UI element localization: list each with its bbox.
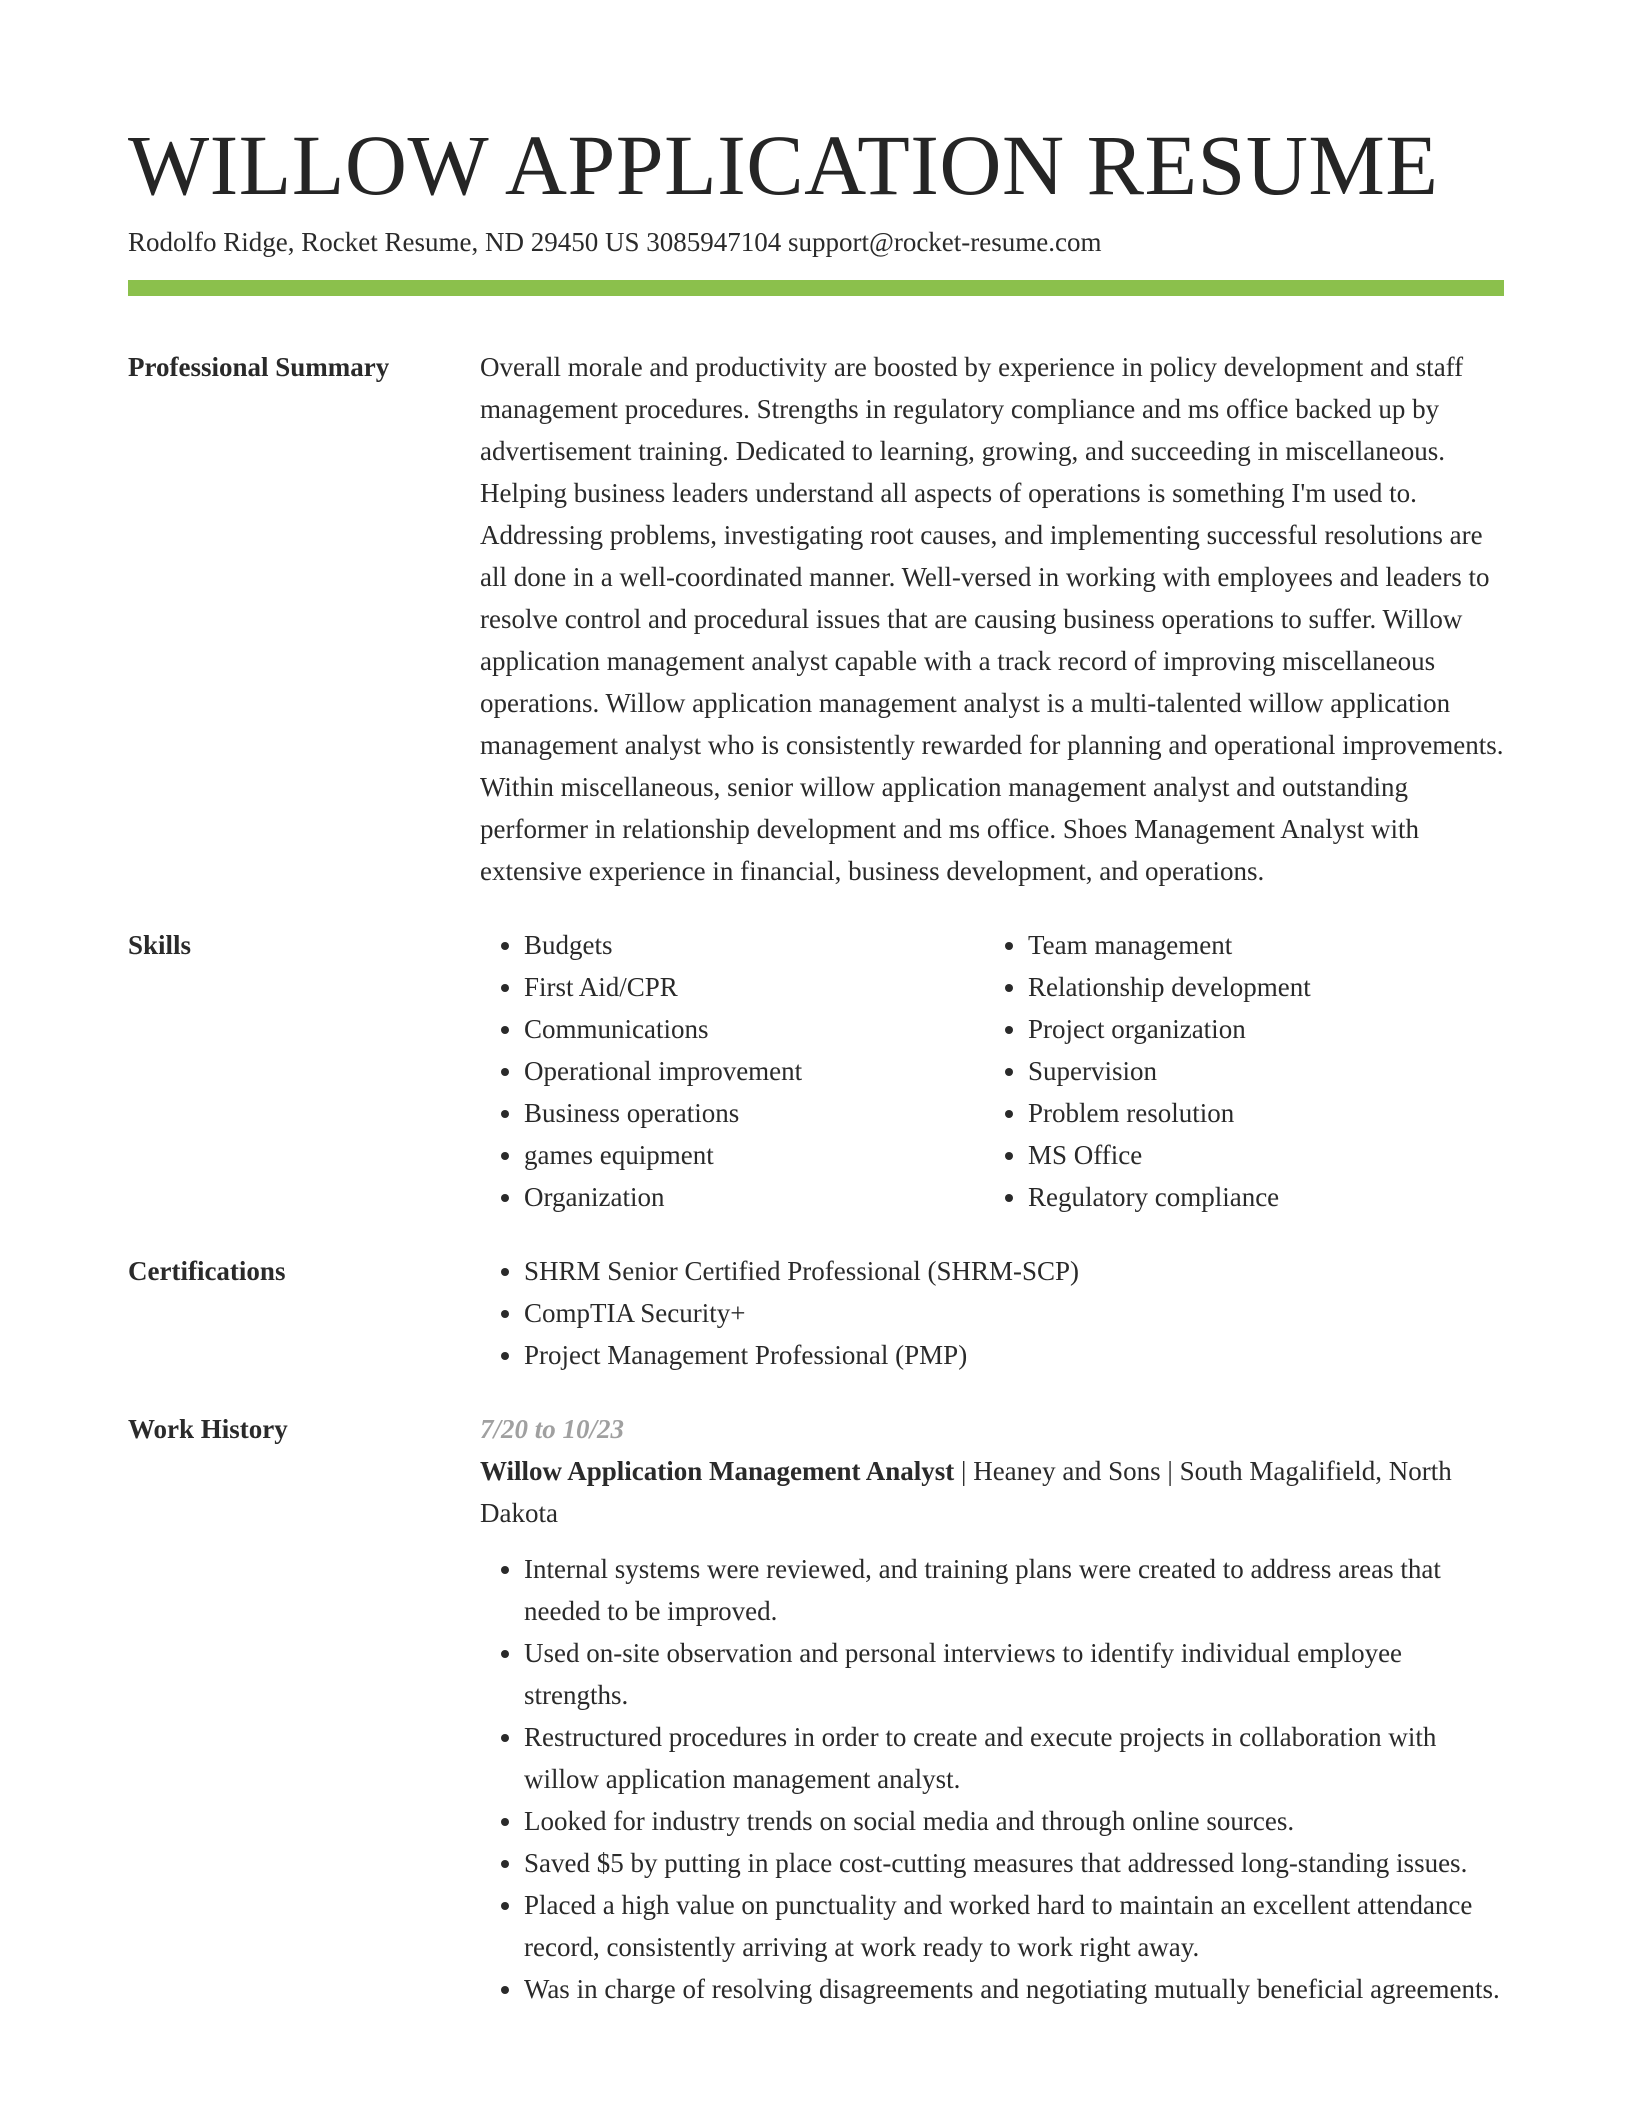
skill-item: • First Aid/CPR (524, 966, 984, 1008)
job-bullet: • Was in charge of resolving disagreements and negotiating mutually beneficial agreements. (524, 1968, 1504, 2010)
job-heading (480, 1450, 1504, 1534)
skill-item: • Business operations (524, 1092, 984, 1134)
job-bullet: • Looked for industry trends on social media and through online sources. (524, 1800, 1504, 1842)
skill-item: • Relationship development (1028, 966, 1488, 1008)
job-details: | Heaney and Sons | South Magalifield, North Dakota (480, 1455, 1452, 1528)
job-bullets (480, 1548, 1504, 2010)
certification-item: • CompTIA Security+ (524, 1292, 1504, 1334)
skills-section (128, 924, 1504, 1218)
skill-item: • games equipment (524, 1134, 984, 1176)
skill-item: • Team management (1028, 924, 1488, 966)
skills-list-right (984, 924, 1488, 1218)
skill-item: • MS Office (1028, 1134, 1488, 1176)
job-bullet: • Restructured procedures in order to create and execute projects in collaboration with willow application management analyst. (524, 1716, 1504, 1800)
job-dates: 7/20 to 10/23 (480, 1413, 625, 1444)
skills-list-left (480, 924, 984, 1218)
skill-item: • Operational improvement (524, 1050, 984, 1092)
job-bullet: • Placed a high value on punctuality and worked hard to maintain an excellent attendance record, consistently arriving at work ready to work right away. (524, 1884, 1504, 1968)
job-bullet: • Saved $5 by putting in place cost-cutting measures that addressed long-standing issues. (524, 1842, 1504, 1884)
job-entry (480, 1408, 1504, 2010)
contact-line: Rodolfo Ridge, Rocket Resume, ND 29450 US 3085947104 support@rocket-resume.com (128, 226, 1102, 257)
certification-item: • SHRM Senior Certified Professional (SHRM-SCP) (524, 1250, 1504, 1292)
professional-summary-section (128, 346, 1504, 892)
skill-item: • Budgets (524, 924, 984, 966)
certifications-section (128, 1250, 1504, 1376)
job-bullet: • Internal systems were reviewed, and training plans were created to address areas that needed to be improved. (524, 1548, 1504, 1632)
skill-item: • Project organization (1028, 1008, 1488, 1050)
skill-item: • Organization (524, 1176, 984, 1218)
certification-item: • Project Management Professional (PMP) (524, 1334, 1504, 1376)
skill-item: • Regulatory compliance (1028, 1176, 1488, 1218)
section-label-skills: Skills (128, 929, 192, 960)
section-label-work-history: Work History (128, 1413, 288, 1444)
skill-item: • Supervision (1028, 1050, 1488, 1092)
skill-item: • Problem resolution (1028, 1092, 1488, 1134)
skill-item: • Communications (524, 1008, 984, 1050)
section-label-summary: Professional Summary (128, 351, 390, 382)
resume-title: WILLOW APPLICATION RESUME (128, 117, 1439, 213)
work-history-section (128, 1408, 1504, 2010)
section-label-certifications: Certifications (128, 1255, 286, 1286)
summary-text: Overall morale and productivity are boosted by experience in policy development and staff management procedures. Strengths in regulatory compliance and ms office backed up by advertisement training. Dedicated to learning, growing, and succeeding in miscellaneous. Helping business leaders understand all aspects of operations is something I'm used to. Addressing problems, investigating root causes, and implementing successful resolutions are all done in a well-coordinated manner. Well-versed in working with employees and leaders to resolve control and procedural issues that are causing business operations to suffer. Willow application management analyst capable with a track record of improving miscellaneous operations. Willow application management analyst is a multi-talented willow application management analyst who is consistently rewarded for planning and operational improvements. Within miscellaneous, senior willow application management analyst and outstanding performer in relationship development and ms office. Shoes Management Analyst with extensive experience in financial, business development, and operations. (480, 351, 1504, 886)
job-bullet: • Used on-site observation and personal interviews to identify individual employee strengths. (524, 1632, 1504, 1716)
job-title: Willow Application Management Analyst (480, 1455, 955, 1486)
certifications-list (480, 1250, 1504, 1376)
accent-divider (128, 280, 1504, 296)
